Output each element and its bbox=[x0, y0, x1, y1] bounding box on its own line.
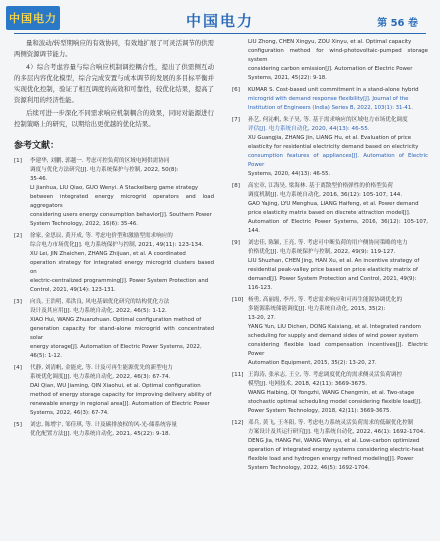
reference-number: [1] bbox=[14, 158, 22, 164]
reference-line: 王海涛, 张承志, 王立, 等. 考虑调度优化的需求侧灵活负荷调控 bbox=[248, 372, 403, 378]
journal-logo: 中国电力 bbox=[6, 6, 60, 30]
reference-line: WANG Haibing, QI Yongzhi, WANG Chengmin, et al. Two-stage bbox=[248, 390, 415, 396]
reference-line: 35-46. bbox=[30, 176, 48, 182]
reference-line: YANG Yun, LIU Dichen, DONG Kaixiang, et al. Integrated random bbox=[248, 324, 421, 330]
reference-line: between integrated energy microgrid operators and load aggregators bbox=[30, 194, 214, 209]
body-paragraph: 4）综合考虑容量与综合响应机制调控耦合性，提出了供需侧互动的多层内容优化模型，综合完成安置与成本调节的发展的多目标平衡并实现优化控制，验证了相互调度的高效和可靠性，较优化结果，提高了资源利用的经济性能。 bbox=[14, 63, 214, 104]
reference-line: Systems, 2020, 44(13): 46-55. bbox=[248, 171, 331, 177]
reference-line: 综合电力市场优化[J]. 电力系统保护与控制, 2021, 49(11): 123-134. bbox=[30, 242, 204, 248]
reference-line: 13-20, 27. bbox=[248, 315, 276, 321]
reference-line: Systems, 2021, 45(22): 9-18. bbox=[248, 75, 327, 81]
reference-item bbox=[232, 182, 428, 236]
reference-line: LIU Shuzhan, CHEN Jing, HAN Xu, et al. An incentive strategy of bbox=[248, 258, 420, 264]
reference-line: Automation Equipment, 2015, 35(2): 13-20, 27. bbox=[248, 360, 377, 366]
reference-line: 多能源系统储能调度[J]. 电力系统自动化, 2015, 35(2): bbox=[248, 306, 386, 312]
reference-line: flexible load and hydrogen energy refined modeling[J]. Power bbox=[248, 456, 414, 462]
reference-line: considering carbon emission[J]. Automation of Electric Power bbox=[248, 66, 413, 72]
reference-item bbox=[232, 296, 428, 368]
reference-line: demand[J]. Power System Protection and Control, 2021, 49(9): bbox=[248, 276, 417, 282]
reference-line: 优化配置方法[J]. 电力系统自动化, 2021, 45(22): 9-18. bbox=[30, 431, 171, 437]
reference-line: Power System Technology, 2018, 42(11): 3669-3675. bbox=[248, 408, 392, 414]
reference-line: Control, 2021, 49(14): 123-131. bbox=[30, 287, 116, 293]
reference-line: 刘忠佳, 陈颖, 王亮, 等. 考虑可中断负荷的用户侧协同策略的电力 bbox=[248, 240, 408, 246]
reference-item bbox=[232, 419, 428, 473]
reference-line: 46(5): 1-12. bbox=[30, 353, 62, 359]
reference-line: 调度机制[J]. 电力系统自动化, 2016, 36(12): 105-107, 144. bbox=[248, 192, 403, 198]
reference-line: 调度与优化方法研究[J]. 电力系统保护与控制, 2022, 50(8): bbox=[30, 167, 179, 173]
reference-number: [8] bbox=[232, 183, 240, 189]
reference-item bbox=[232, 86, 428, 113]
reference-number: [12] bbox=[232, 420, 244, 426]
reference-number bbox=[232, 38, 248, 83]
reference-list bbox=[14, 157, 214, 439]
reference-line: 杨勇, 高丽霞, 李丹, 等. 考虑需求响应和可再生能源协调优化的 bbox=[248, 297, 403, 303]
reference-number: [7] bbox=[232, 117, 240, 123]
reference-line: DAI Qian, WU Jiaming, QIN Xiaohui, et al. Optimal configuration bbox=[30, 383, 201, 389]
reference-number: [2] bbox=[14, 233, 22, 239]
reference-number: [11] bbox=[232, 372, 244, 378]
reference-line: 邓兵, 黄飞, 王冬阳, 等. 考虑电力系统灵活负荷需求的低碳优化控制 bbox=[248, 420, 414, 426]
reference-line: scheduling for supply and demand sides of wind power system bbox=[248, 333, 418, 339]
reference-line: 李建华, 刘鹏, 郭越一. 考虑可控负荷的区域电网供需协同 bbox=[30, 158, 170, 164]
reference-line: 代静, 刘清帆, 金能虎, 等. 计及可再生能源优先的新型电力 bbox=[30, 365, 173, 371]
reference-line: operation strategy for integrated energy microgrid clusters based on bbox=[30, 260, 214, 275]
reference-item bbox=[232, 371, 428, 416]
issue-number: 第 56 卷 bbox=[377, 18, 418, 29]
reference-list bbox=[232, 38, 428, 473]
reference-line: XIAO Hui, WANG Zhuanzhuan. Optimal configuration method of bbox=[30, 317, 202, 323]
reference-line: 刘忠, 陈增宇, 邹佳琪, 等. 计及碳排放权的风-光-储系统容量 bbox=[30, 422, 177, 428]
reference-number: [4] bbox=[14, 365, 22, 371]
reference-line: stochastic optimal scheduling model considering flexible load[J]. bbox=[248, 399, 422, 405]
reference-item bbox=[232, 38, 428, 83]
reference-line: XU Lei, JIN Zhaichen, ZHANG Zhijuan, et al. A coordinated bbox=[30, 251, 186, 257]
reference-line: 设计及其应用[J]. 电力系统自动化, 2022, 46(5): 1-12. bbox=[30, 308, 167, 314]
reference-line: considering users energy consumption behavior[J]. Southern Power bbox=[30, 212, 212, 218]
reference-item bbox=[232, 239, 428, 293]
left-column bbox=[14, 38, 214, 442]
reference-line: operation of integrated energy systems considering electric-heat bbox=[248, 447, 424, 453]
reference-item bbox=[14, 364, 214, 418]
reference-line: Automation of Electric Power Systems, 2016, 36(12): 105-107, 144. bbox=[248, 219, 428, 234]
reference-line: renewable energy in regional area[J]. Automation of Electric Power bbox=[30, 401, 210, 407]
reference-line: 价格优化[J]. 电力系统保护与控制, 2022, 49(9): 119-127. bbox=[248, 249, 396, 255]
reference-line: 方案设计及其运行研究[J]. 电力系统自动化, 2022, 46(1): 1692-1704. bbox=[248, 429, 425, 435]
reference-line: LIU Zhong, CHEN Xingyu, ZOU Xinyu, et al. Optimal capacity bbox=[248, 39, 412, 45]
reference-number: [10] bbox=[232, 297, 244, 303]
reference-line: consumption features of appliances[J]. Automation of Electric Power bbox=[248, 153, 428, 168]
reference-item bbox=[14, 157, 214, 229]
reference-line: configuration method for wind-photovoltaic-pumped storage system bbox=[248, 48, 428, 63]
reference-line: price elasticity matrix based on discrete attraction model[J]. bbox=[248, 210, 411, 216]
reference-line: 模型[J]. 电网技术, 2018, 42(11): 3669-3675. bbox=[248, 381, 368, 387]
reference-number: [3] bbox=[14, 299, 22, 305]
reference-item bbox=[232, 116, 428, 179]
reference-number: [9] bbox=[232, 240, 240, 246]
body-paragraph: 后续可进一步深化不同需求响应机制耦合的效果，同时对能源进行控制策略上的研究，以期给出更优越的优化结果。 bbox=[14, 109, 214, 128]
reference-line: 向良, 王浩明, 邓洪良, 风电基础优化研究的结构优化方法 bbox=[30, 299, 170, 305]
header-rule bbox=[14, 33, 426, 34]
reference-line: DENG Jia, HANG Fei, WANG Wenyu, et al. Low-carbon optimized bbox=[248, 438, 420, 444]
reference-line: 116-123. bbox=[248, 285, 273, 291]
reference-line: 孙艺, 何沁帆, 朱子昊, 等. 基于需求响应的区域电力市场优化调度 bbox=[248, 117, 408, 123]
reference-line: generation capacity for stand-alone microgrid with concentrated solar bbox=[30, 326, 214, 341]
reference-line: KUMAR S. Cost-based unit commitment in a stand-alone hybrid bbox=[248, 87, 419, 93]
reference-item bbox=[14, 232, 214, 295]
references-heading: 参考文献： bbox=[14, 141, 60, 151]
reference-line: 评估[J]. 电力系统自动化, 2020, 44(13): 46-55. bbox=[248, 126, 370, 132]
reference-line: 徐家, 金思辰, 黄开成, 等. 考虑电价型和激励型需求响应的 bbox=[30, 233, 173, 239]
reference-number: [5] bbox=[14, 422, 22, 428]
journal-title: 中国电力 bbox=[185, 12, 254, 30]
reference-item bbox=[14, 421, 214, 439]
reference-line: XU Guangjia, ZHANG Jin, LIANG Hu, et al. Evaluation of price bbox=[248, 135, 412, 141]
page-header bbox=[0, 0, 440, 34]
reference-line: LI Jianhua, LIU Qiao, GUO Wenyi. A Stackelberg game strategy bbox=[30, 185, 199, 191]
right-column bbox=[232, 38, 428, 476]
reference-line: GAO Yajing, LYU Menghua, LIANG Haifeng, et al. Power demand bbox=[248, 201, 419, 207]
reference-line: System Technology, 2022, 16(6): 35-46. bbox=[30, 221, 138, 227]
reference-line: elasticity for residential electricity demand based on electricity bbox=[248, 144, 419, 150]
reference-line: 系统优化调度[J]. 电力系统自动化, 2022, 46(3): 67-74. bbox=[30, 374, 171, 380]
reference-item bbox=[14, 298, 214, 361]
reference-line: energy storage[J]. Automation of Electric Power Systems, 2022, bbox=[30, 344, 202, 350]
reference-line: 高宏章, 江海昊, 梁海林. 基于离散型价格弹性的价格型负荷 bbox=[248, 183, 393, 189]
reference-line: Systems, 2022, 46(3): 67-74. bbox=[30, 410, 109, 416]
reference-line: microgrid with demand response flexibility[J]. Journal of the bbox=[248, 96, 409, 102]
reference-line: residential peak-valley price based on price elasticity matrix of bbox=[248, 267, 418, 273]
reference-line: electric-centralized programming[J]. Power System Protection and bbox=[30, 278, 209, 284]
reference-line: Institution of Engineers (India) Series B, 2022, 103(1): 31-41. bbox=[248, 105, 413, 111]
body-paragraph: 量和波动/转型期响应的有效协同，有效地扩展了可灵活调节的供需两侧资源调节能力。 bbox=[14, 39, 214, 58]
reference-line: method of energy storage capacity for improving delivery ability of bbox=[30, 392, 212, 398]
reference-number: [6] bbox=[232, 87, 240, 93]
reference-line: considering flexible load compensation incentives[J]. Electric Power bbox=[248, 342, 428, 357]
reference-line: System Technology, 2022, 46(5): 1692-1704. bbox=[248, 465, 370, 471]
